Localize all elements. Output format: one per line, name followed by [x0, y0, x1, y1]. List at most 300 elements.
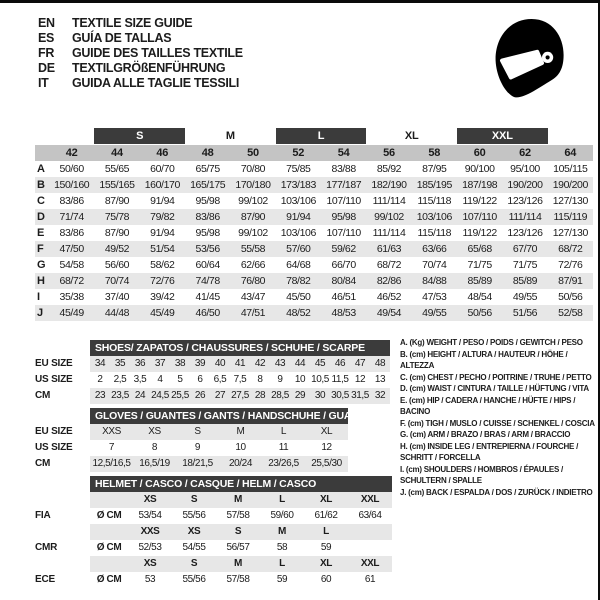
size-row-h	[35, 273, 593, 289]
legend-item: I. (cm) SHOULDERS / HOMBROS / ÉPAULES / SCHULTERN / SPALLE	[400, 464, 564, 485]
size-value: 3,5	[133, 374, 147, 385]
size-value: 85/89	[467, 275, 492, 287]
size-value: 62/66	[240, 259, 266, 271]
size-group-row	[35, 128, 593, 144]
size-value: 48/54	[467, 291, 492, 303]
size-value: 41	[230, 356, 250, 372]
size-value: 107/110	[326, 195, 361, 207]
size-row-j	[35, 305, 593, 321]
size-column-header: 58	[428, 147, 441, 159]
size-value: 5	[177, 374, 183, 385]
size-value: 43/47	[240, 291, 266, 303]
size-value: 60/64	[195, 259, 220, 271]
size-value: 80/84	[331, 275, 356, 287]
size-group-m: M	[225, 130, 235, 142]
size-value: 29	[290, 388, 310, 404]
row-label: I	[37, 291, 41, 303]
size-row-i	[35, 289, 593, 305]
size-value: 49/54	[376, 307, 402, 319]
size-value: 60/70	[150, 163, 175, 175]
size-value: 10,5	[311, 374, 329, 385]
size-value: M	[219, 424, 262, 440]
size-value: 123/126	[507, 227, 543, 239]
size-value: 66/70	[331, 259, 356, 271]
size-value: S	[216, 524, 260, 540]
row-label: H	[37, 275, 45, 287]
size-value: 48/52	[286, 307, 311, 319]
size-value: XXS	[90, 424, 133, 440]
size-value: 59	[320, 542, 332, 553]
unit-cell: Ø CM	[96, 542, 122, 553]
size-value: XS	[133, 424, 176, 440]
size-value: 123/126	[507, 195, 543, 207]
size-value: 45/49	[59, 307, 84, 319]
size-value: 53/56	[195, 243, 220, 255]
size-table-body	[35, 161, 593, 321]
row-label: F	[37, 243, 44, 255]
size-value: 47	[350, 356, 370, 372]
guide-title: GUIDA ALLE TAGLIE TESSILI	[72, 76, 240, 90]
language-row	[38, 31, 243, 46]
size-value: 53	[144, 574, 156, 585]
size-value: 44	[290, 356, 310, 372]
size-value: XS	[128, 556, 172, 572]
size-column-header: 48	[201, 147, 214, 159]
size-value: 49/55	[512, 291, 538, 303]
size-value: XS	[128, 492, 172, 508]
size-value: 45/50	[286, 291, 311, 303]
size-value: 10	[235, 442, 246, 453]
size-value: 36	[130, 356, 150, 372]
size-value: 83/86	[59, 227, 84, 239]
table-row	[35, 388, 390, 404]
legend-item: F. (cm) TIGH / MUSLO / CUISSE / SCHENKEL / COSCIA	[400, 418, 595, 428]
size-value: 165/175	[190, 179, 226, 191]
size-value: 70/74	[422, 259, 447, 271]
shoes-table	[35, 340, 390, 404]
gloves-table-body	[35, 424, 348, 472]
table-row	[35, 424, 348, 440]
size-value: 7,5	[233, 374, 247, 385]
size-value: 49/55	[422, 307, 447, 319]
size-value: 71/75	[467, 259, 492, 271]
size-value: XL	[304, 492, 348, 508]
size-row-f	[35, 241, 593, 257]
size-value: 115/118	[417, 227, 452, 239]
size-value: 49/52	[104, 243, 130, 255]
size-value: 107/110	[326, 227, 361, 239]
size-value: 28	[250, 388, 270, 404]
size-value: 150/160	[54, 179, 90, 191]
size-value: 68/72	[59, 275, 84, 287]
size-value: 11,5	[331, 374, 349, 385]
size-value: 99/102	[374, 211, 404, 223]
size-value: 4	[157, 374, 163, 385]
row-label: CM	[35, 390, 51, 401]
size-value: 56/60	[104, 259, 130, 271]
size-value: 75/85	[286, 163, 311, 175]
size-value: 107/110	[462, 211, 497, 223]
size-value: XXL	[348, 492, 392, 508]
table-row	[35, 492, 392, 508]
size-value: 63/64	[358, 510, 382, 521]
size-value: 8	[151, 442, 158, 453]
size-value: 9	[194, 442, 201, 453]
size-value: 173/183	[280, 179, 316, 191]
size-value: 8	[257, 374, 263, 385]
size-value: 105/115	[553, 163, 588, 175]
table-row	[35, 372, 390, 388]
size-value: 30,5	[330, 388, 350, 404]
size-value: 12	[354, 374, 366, 385]
size-value: 87/90	[240, 211, 266, 223]
size-value: 90/100	[464, 163, 495, 175]
size-value: 30	[310, 388, 330, 404]
size-value: 59	[276, 574, 288, 585]
size-value: 34	[90, 356, 110, 372]
size-value: 68/72	[558, 243, 583, 255]
row-label: B	[37, 179, 45, 191]
size-value: 53/54	[138, 510, 162, 521]
unit-cell	[90, 524, 128, 540]
language-row	[38, 16, 243, 31]
size-value: 58	[276, 542, 288, 553]
size-value: 44/48	[104, 307, 130, 319]
size-value: XL	[304, 556, 348, 572]
size-value: 54/55	[182, 542, 206, 553]
row-label: CMR	[35, 542, 58, 553]
row-label: CM	[35, 458, 51, 469]
size-value: 23,5	[110, 388, 130, 404]
size-value: 75/78	[104, 211, 130, 223]
size-value: 37	[150, 356, 170, 372]
size-value: 87/90	[104, 195, 130, 207]
size-value: 87/95	[422, 163, 447, 175]
size-value: 55/56	[182, 574, 206, 585]
size-value: L	[304, 524, 348, 540]
row-label: ECE	[35, 574, 55, 585]
unit-cell: Ø CM	[96, 574, 122, 585]
helmet-table-title: HELMET / CASCO / CASQUE / HELM / CASCO	[90, 476, 392, 492]
table-row	[35, 556, 392, 572]
size-value: 67/70	[512, 243, 538, 255]
language-code: ES	[38, 31, 55, 45]
size-value: M	[260, 524, 304, 540]
row-label: G	[37, 259, 46, 271]
size-value: 25,5/30	[305, 456, 348, 472]
language-row	[38, 61, 243, 76]
size-value: 54/58	[59, 259, 84, 271]
size-value: 185/195	[416, 179, 452, 191]
size-value: L	[262, 424, 305, 440]
size-column-header: 50	[247, 147, 259, 159]
size-value: 85/89	[512, 275, 538, 287]
size-value: 91/94	[150, 195, 175, 207]
size-value: S	[176, 424, 219, 440]
size-value: 55/65	[104, 163, 130, 175]
size-value: 182/190	[371, 179, 407, 191]
legend-item: E. (cm) HIP / CADERA / HANCHE / HÜFTE / HIPS / BACINO	[400, 395, 576, 416]
size-value: 59/60	[270, 510, 294, 521]
size-value: 99/102	[238, 195, 268, 207]
size-value: 35/38	[59, 291, 84, 303]
size-value: 65/68	[467, 243, 492, 255]
size-value: 52/53	[138, 542, 162, 553]
size-value: 16,5/19	[133, 456, 176, 472]
size-value: 23	[90, 388, 110, 404]
size-value: 51/56	[512, 307, 538, 319]
size-value: 27,5	[230, 388, 250, 404]
textile-size-table	[35, 128, 593, 321]
size-value: 9	[277, 374, 283, 385]
corner-cell	[35, 145, 49, 161]
size-row-d	[35, 209, 593, 225]
unit-cell	[90, 492, 128, 508]
size-value: 13	[374, 374, 386, 385]
size-value: 26	[190, 388, 210, 404]
size-group-xl: XL	[404, 130, 419, 142]
row-label: EU SIZE	[35, 426, 73, 437]
size-value: 70/74	[104, 275, 130, 287]
size-value: 78/82	[286, 275, 311, 287]
size-value: XL	[305, 424, 348, 440]
size-value: 11	[278, 442, 289, 453]
size-value: 42	[250, 356, 270, 372]
size-row-b	[35, 177, 593, 193]
size-value: 2	[97, 374, 103, 385]
size-value: 127/130	[552, 227, 588, 239]
language-code: FR	[38, 46, 55, 60]
shoes-table-title: SHOES/ ZAPATOS / CHAUSSURES / SCHUHE / SCARPE	[90, 340, 390, 356]
size-value: 155/165	[99, 179, 135, 191]
table-row	[35, 572, 392, 588]
size-value: 160/170	[144, 179, 180, 191]
legend-item: C. (cm) CHEST / PECHO / POITRINE / TRUHE / PETTO	[400, 372, 592, 382]
size-column-header-row	[35, 145, 593, 161]
size-value: 46/50	[195, 307, 220, 319]
size-value: 83/88	[331, 163, 356, 175]
size-value: 170/180	[235, 179, 271, 191]
row-label: FIA	[35, 510, 51, 521]
size-value: 127/130	[552, 195, 588, 207]
size-row-c	[35, 193, 593, 209]
size-value: 47/51	[240, 307, 266, 319]
size-value: 99/102	[238, 227, 268, 239]
size-value: XS	[172, 524, 216, 540]
size-value: 95/98	[331, 211, 356, 223]
size-value: 103/106	[280, 195, 316, 207]
size-value: 61	[364, 574, 376, 585]
size-value: 47/50	[59, 243, 84, 255]
size-value: 46	[330, 356, 350, 372]
language-code: EN	[38, 16, 55, 30]
size-value: 111/114	[372, 195, 406, 207]
size-value: 45/49	[150, 307, 175, 319]
size-value	[348, 524, 392, 540]
size-value: M	[216, 492, 260, 508]
size-value: 74/78	[195, 275, 220, 287]
size-row-e	[35, 225, 593, 241]
guide-title: GUIDE DES TAILLES TEXTILE	[72, 46, 243, 60]
size-value: 85/92	[376, 163, 402, 175]
size-value: 24,5	[150, 388, 170, 404]
size-value: 71/74	[59, 211, 84, 223]
size-value: 58/62	[150, 259, 175, 271]
size-value: M	[216, 556, 260, 572]
size-value: 47/53	[422, 291, 447, 303]
table-row	[35, 456, 348, 472]
size-value: 115/119	[553, 211, 588, 223]
size-value: 87/91	[558, 275, 583, 287]
size-value: 103/106	[280, 227, 316, 239]
legend-item: D. (cm) WAIST / CINTURA / TAILLE / HÜFTUNG / VITA	[400, 384, 589, 393]
size-value: 190/200	[507, 179, 543, 191]
size-value: 177/187	[326, 179, 362, 191]
size-value: 57/58	[226, 510, 250, 521]
unit-cell: Ø CM	[96, 510, 122, 521]
size-value: 50/56	[467, 307, 492, 319]
size-group-s: S	[94, 128, 185, 144]
guide-title: TEXTILE SIZE GUIDE	[72, 16, 193, 30]
visor-pivot-center	[546, 55, 550, 59]
size-column-header: 56	[383, 147, 395, 159]
size-value: L	[260, 492, 304, 508]
size-value: 111/114	[372, 227, 406, 239]
size-value: 119/122	[462, 227, 497, 239]
size-value: 82/86	[376, 275, 402, 287]
size-value: 46/52	[376, 291, 402, 303]
size-value: 39/42	[150, 291, 175, 303]
size-column-header: 60	[473, 147, 486, 159]
row-label: US SIZE	[35, 374, 73, 385]
size-value: 35	[110, 356, 130, 372]
size-value: 24	[130, 388, 150, 404]
table-row	[35, 356, 390, 372]
size-value: 61/62	[314, 510, 338, 521]
helmet-icon	[486, 15, 566, 107]
size-value: 91/94	[286, 211, 311, 223]
row-label: E	[37, 227, 45, 239]
size-value: 39	[190, 356, 210, 372]
language-title-list	[38, 16, 243, 91]
size-value: 28,5	[270, 388, 290, 404]
shoes-table-body	[35, 356, 390, 404]
size-value: 71/75	[512, 259, 538, 271]
size-value: 25,5	[170, 388, 190, 404]
size-column-header: 46	[156, 147, 169, 159]
table-row	[35, 540, 392, 556]
size-column-header: 54	[337, 147, 350, 159]
size-value: 45	[310, 356, 330, 372]
size-value: S	[172, 556, 216, 572]
guide-title: TEXTILGRÖßENFÜHRUNG	[72, 61, 226, 75]
size-value: 190/200	[552, 179, 588, 191]
language-row	[38, 46, 243, 61]
size-value: 95/100	[510, 163, 540, 175]
size-value: 76/80	[240, 275, 266, 287]
size-column-header: 64	[564, 147, 577, 159]
helmet-table-body	[35, 492, 392, 588]
size-value: 111/114	[508, 211, 542, 223]
guide-title: GUÍA DE TALLAS	[72, 31, 172, 45]
row-label: D	[37, 211, 45, 223]
size-value: 65/75	[195, 163, 220, 175]
size-value: 10	[294, 374, 306, 385]
measurement-legend	[400, 337, 597, 498]
size-value: 52/58	[558, 307, 583, 319]
size-value: 55/58	[240, 243, 266, 255]
legend-item: H. (cm) INSIDE LEG / ENTREPIERNA / FOURCHE / SCHRITT / FORCELLA	[400, 441, 579, 462]
size-value: 95/98	[195, 227, 220, 239]
gloves-table	[35, 408, 368, 472]
table-row	[35, 524, 392, 540]
size-value: 20/24	[219, 456, 262, 472]
size-value: 187/198	[462, 179, 498, 191]
legend-item: J. (cm) BACK / ESPALDA / DOS / ZURÜCK / INDIETRO	[400, 487, 593, 497]
size-column-header: 44	[111, 147, 123, 159]
size-group-xxl: XXL	[457, 128, 548, 144]
legend-item: A. (Kg) WEIGHT / PESO / POIDS / GEWITCH / PESO	[400, 338, 583, 347]
language-code: IT	[38, 76, 49, 90]
size-row-a	[35, 161, 593, 177]
size-value: 79/82	[150, 211, 175, 223]
size-value: 7	[108, 442, 115, 453]
size-value: 83/86	[59, 195, 84, 207]
size-value: 41/45	[195, 291, 220, 303]
size-value: 72/76	[558, 259, 583, 271]
size-column-header: 62	[519, 147, 531, 159]
size-value: 60	[320, 574, 332, 585]
row-label	[35, 556, 90, 572]
unit-cell	[90, 556, 128, 572]
size-column-header: 42	[65, 147, 78, 159]
size-group-l: L	[276, 128, 367, 144]
table-row	[35, 440, 348, 456]
size-value: 91/94	[150, 227, 175, 239]
size-value: 57/60	[286, 243, 311, 255]
size-value: 27	[210, 388, 230, 404]
language-row	[38, 76, 243, 91]
legend-item: B. (cm) HEIGHT / ALTURA / HAUTEUR / HÖHE / ALTEZZA	[400, 349, 568, 370]
size-value: 12	[321, 442, 332, 453]
size-value: 51/54	[150, 243, 175, 255]
size-value: XXL	[348, 556, 392, 572]
size-value: 64/68	[286, 259, 311, 271]
size-value: 55/56	[182, 510, 206, 521]
row-label: A	[37, 163, 45, 175]
size-value: 50/56	[558, 291, 583, 303]
size-value: 6,5	[213, 374, 227, 385]
size-value: 68/72	[376, 259, 402, 271]
row-label: US SIZE	[35, 442, 73, 453]
size-value: 56/57	[226, 542, 250, 553]
size-value: 57/58	[226, 574, 250, 585]
size-value: 63/66	[422, 243, 447, 255]
size-value: 61/63	[376, 243, 402, 255]
size-value: 32	[370, 388, 390, 404]
size-value: 84/88	[422, 275, 447, 287]
size-value: 38	[170, 356, 190, 372]
size-value: 83/86	[195, 211, 220, 223]
row-label	[35, 524, 90, 540]
size-value: L	[260, 556, 304, 572]
size-value: 31,5	[350, 388, 370, 404]
size-value: 23/26,5	[262, 456, 305, 472]
size-value: 103/106	[416, 211, 452, 223]
size-value: 40	[210, 356, 230, 372]
size-value: S	[172, 492, 216, 508]
size-value: 119/122	[462, 195, 497, 207]
